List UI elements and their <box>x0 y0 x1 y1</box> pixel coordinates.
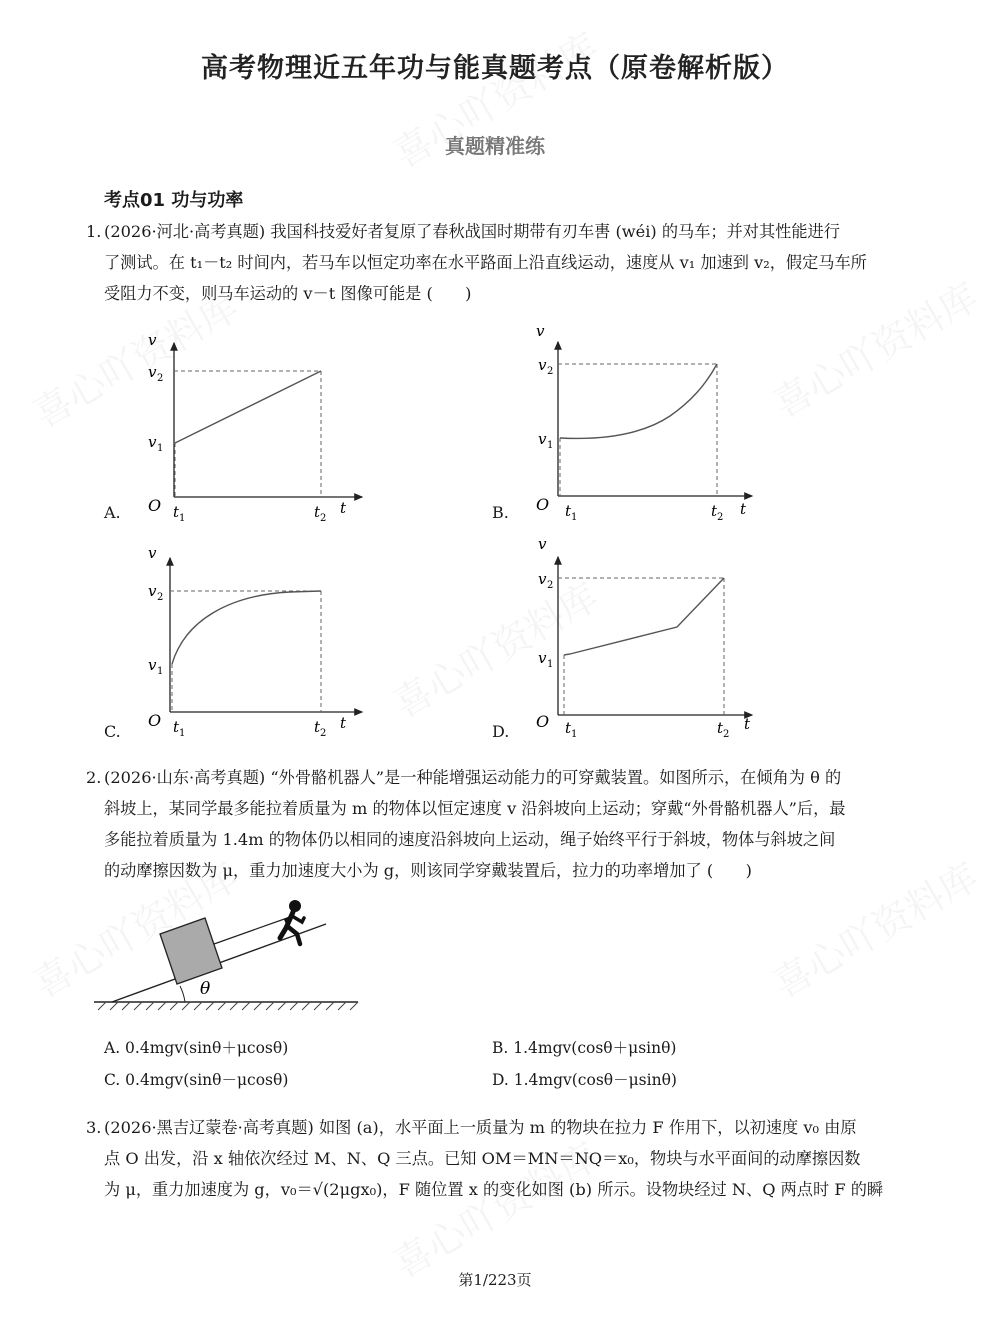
person-icon <box>280 900 304 944</box>
svg-text:v: v <box>538 570 547 588</box>
page-subtitle: 真题精准练 <box>445 134 545 158</box>
svg-text:1: 1 <box>179 513 186 524</box>
question-2-text <box>86 762 926 886</box>
svg-text:t: t <box>740 500 747 518</box>
svg-text:O: O <box>148 496 162 515</box>
svg-text:v: v <box>538 649 547 667</box>
svg-text:t: t <box>340 499 347 517</box>
svg-text:1: 1 <box>571 512 578 520</box>
question-number: 2. <box>86 768 102 787</box>
svg-text:2: 2 <box>547 366 554 377</box>
svg-text:t: t <box>314 718 321 736</box>
svg-text:v: v <box>536 322 545 340</box>
svg-text:v: v <box>148 363 157 381</box>
question-3-text <box>86 1112 926 1205</box>
graph-c <box>140 540 370 740</box>
q2-option-d: D. 1.4mgv(cosθ－μsinθ) <box>492 1071 677 1089</box>
curve <box>175 371 321 443</box>
text-line: 斜坡上，某同学最多能拉着质量为 m 的物体以恒定速度 v 沿斜坡向上运动；穿戴“外骨骼机器人”后，最 <box>104 799 846 818</box>
text-line: 受阻力不变，则马车运动的 v－t 图像可能是 ( ) <box>104 284 472 303</box>
svg-text:v: v <box>148 433 157 451</box>
svg-text:1: 1 <box>179 728 186 739</box>
svg-text:t: t <box>565 502 572 520</box>
svg-text:2: 2 <box>723 729 730 740</box>
svg-text:t: t <box>744 715 751 733</box>
graph-a <box>140 325 370 525</box>
q2-option-a: A. 0.4mgv(sinθ＋μcosθ) <box>104 1039 289 1057</box>
question-number: 3. <box>86 1118 102 1137</box>
svg-text:v: v <box>148 582 157 600</box>
page-number: 第1/223页 <box>458 1271 532 1289</box>
option-b-label: B. <box>492 503 509 522</box>
svg-text:2: 2 <box>547 580 554 591</box>
svg-text:t: t <box>340 714 347 732</box>
option-a-label: A. <box>104 503 121 522</box>
svg-text:2: 2 <box>717 512 724 520</box>
svg-text:O: O <box>536 495 550 514</box>
text-line: 的动摩擦因数为 μ，重力加速度大小为 g，则该同学穿戴装置后，拉力的功率增加了 ( ) <box>104 861 752 880</box>
curve <box>560 364 717 438</box>
angle-label: θ <box>200 979 211 999</box>
option-c-label: C. <box>104 722 121 741</box>
svg-text:2: 2 <box>157 592 164 603</box>
text-line: 了测试。在 t₁－t₂ 时间内，若马车以恒定功率在水平路面上沿直线运动，速度从 v₁ 加速到 v₂，假定马车所 <box>104 253 867 272</box>
question-number: 1. <box>86 222 102 241</box>
svg-text:1: 1 <box>157 443 164 454</box>
svg-text:v: v <box>538 356 547 374</box>
text-line: (2026·黑吉辽蒙卷·高考真题) 如图 (a)，水平面上一质量为 m 的物块在拉力 F 作用下，以初速度 v₀ 由原 <box>104 1118 857 1137</box>
question-1-text <box>86 216 926 309</box>
svg-text:1: 1 <box>547 440 554 451</box>
curve <box>564 578 724 655</box>
q2-option-c: C. 0.4mgv(sinθ－μcosθ) <box>104 1071 289 1089</box>
graph-d <box>530 535 760 740</box>
svg-text:v: v <box>538 430 547 448</box>
option-d-label: D. <box>492 722 510 741</box>
curve <box>172 591 321 664</box>
slope-figure <box>90 890 370 1020</box>
svg-text:O: O <box>536 712 550 731</box>
svg-text:2: 2 <box>320 728 327 739</box>
svg-text:t: t <box>711 502 718 520</box>
svg-text:v: v <box>148 544 157 562</box>
page-title: 高考物理近五年功与能真题考点（原卷解析版） <box>201 53 789 84</box>
svg-text:t: t <box>173 718 180 736</box>
block <box>160 918 222 984</box>
svg-text:2: 2 <box>157 373 164 384</box>
svg-text:t: t <box>314 503 321 521</box>
text-line: 多能拉着质量为 1.4m 的物体仍以相同的速度沿斜坡向上运动，绳子始终平行于斜坡，物体与斜坡之间 <box>104 830 836 849</box>
svg-text:O: O <box>148 711 162 730</box>
svg-text:1: 1 <box>571 729 578 740</box>
section-heading: 考点01 功与功率 <box>104 190 244 211</box>
text-line: (2026·河北·高考真题) 我国科技爱好者复原了春秋战国时期带有刃车軎 (wéi) 的马车；并对其性能进行 <box>104 222 840 241</box>
graph-b <box>530 320 760 520</box>
q2-option-b: B. 1.4mgv(cosθ＋μsinθ) <box>492 1039 677 1057</box>
text-line: 点 O 出发，沿 x 轴依次经过 M、N、Q 三点。已知 OM＝MN＝NQ＝x₀，物块与水平面间的动摩擦因数 <box>104 1149 861 1168</box>
svg-text:v: v <box>148 656 157 674</box>
text-line: 为 μ，重力加速度为 g，v₀＝√(2μgx₀)，F 随位置 x 的变化如图 (b) 所示。设物块经过 N、Q 两点时 F 的瞬 <box>104 1180 884 1199</box>
v-label: v <box>148 331 157 349</box>
svg-text:v: v <box>538 535 547 553</box>
svg-text:1: 1 <box>547 659 554 670</box>
svg-text:1: 1 <box>157 666 164 677</box>
svg-text:t: t <box>717 719 724 737</box>
svg-text:t: t <box>173 503 180 521</box>
svg-text:t: t <box>565 719 572 737</box>
text-line: (2026·山东·高考真题) “外骨骼机器人”是一种能增强运动能力的可穿戴装置。如图所示，在倾角为 θ 的 <box>104 768 842 787</box>
svg-text:2: 2 <box>320 513 327 524</box>
